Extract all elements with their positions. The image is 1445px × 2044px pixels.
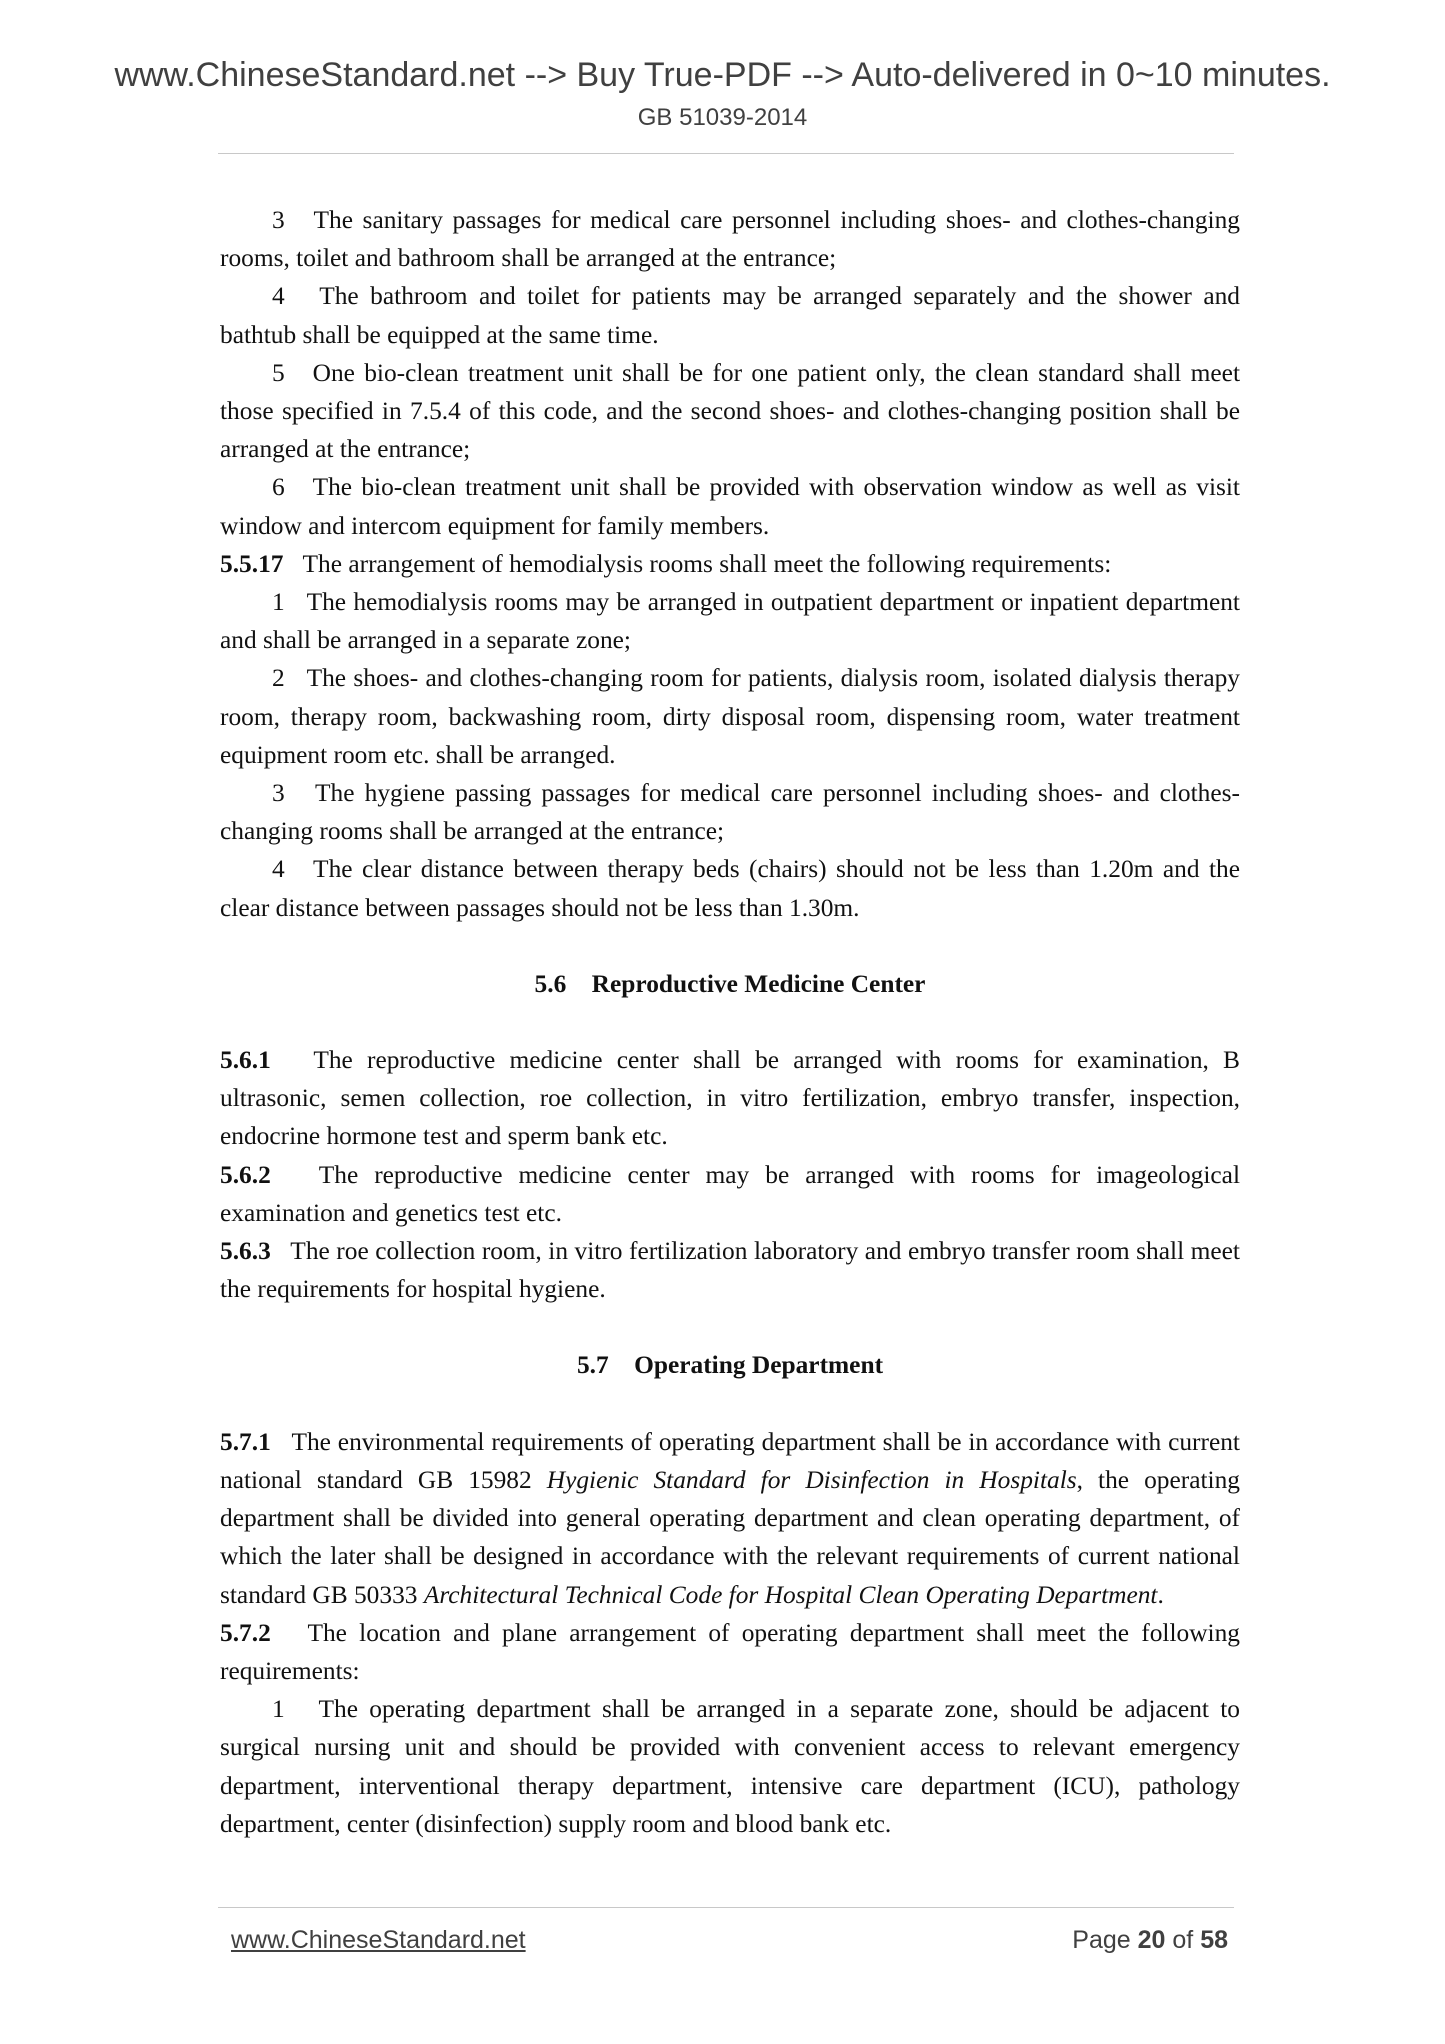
clause-number: 5.6.3 [220,1237,271,1266]
clause-5-7-1 [220,1423,1240,1614]
list-item: 1 The operating department shall be arranged in a separate zone, should be adjacent to surgical nursing unit and should be provided with convenient access to relevant emergency department, interventional therapy department, intensive care department (ICU), pathology department, center (disinfection) supply room and blood bank etc. [220,1695,1240,1838]
clause-number: 5.5.17 [220,549,284,578]
list-item: 3 The sanitary passages for medical care personnel including shoes- and clothes-changing rooms, toilet and bathroom shall be arranged at the entrance; [220,206,1240,273]
clause-text: . [1157,1580,1164,1609]
clause-5-6-1 [220,1041,1240,1156]
clause-text: The environmental requirements of operating department shall be in accordance with current national standard GB 15982 [220,1427,1240,1494]
clause-text: The roe collection room, in vitro fertilization laboratory and embryo transfer room shall meet the requirements for hospital hygiene. [220,1237,1240,1304]
clause-text: The reproductive medicine center shall be arranged with rooms for examination, B ultrasonic, semen collection, roe collection, in vitro fertilization, embryo transfer, inspection, endocrine hormone test and sperm bank etc. [220,1046,1240,1151]
list-item: 4 The clear distance between therapy beds (chairs) should not be less than 1.20m and the clear distance between passages should not be less than 1.30m. [220,855,1240,922]
footer-site-link[interactable]: www.ChineseStandard.net [231,1926,526,1954]
page-of: of [1172,1926,1194,1954]
clause-number: 5.7.1 [220,1427,271,1456]
standard-code: GB 51039-2014 [637,104,808,131]
clause-number: 5.7.2 [220,1618,271,1647]
list-item: 3 The hygiene passing passages for medical care personnel including shoes- and clothes-changing rooms shall be arranged at the entrance; [220,779,1240,846]
page-number [1072,1926,1228,1955]
list-item: 5 One bio-clean treatment unit shall be for one patient only, the clean standard shall meet those specified in 7.5.4 of this code, and the second shoes- and clothes-changing position shall be arranged at the entrance; [220,358,1240,464]
page-current: 20 [1137,1926,1166,1954]
document-body [220,201,1240,1843]
clause-text: The location and plane arrangement of operating department shall meet the following requirements: [220,1618,1240,1685]
standard-title: Hygienic Standard for Disinfection in Hospitals [546,1465,1077,1494]
page-label: Page [1072,1926,1131,1954]
footer-divider [218,1907,1234,1908]
clause-text: The reproductive medicine center may be arranged with rooms for imageological examination and genetics test etc. [220,1160,1240,1227]
header-banner: www.ChineseStandard.net --> Buy True-PDF --> Auto-delivered in 0~10 minutes. [114,56,1331,94]
list-item: 2 The shoes- and clothes-changing room for patients, dialysis room, isolated dialysis therapy room, therapy room, backwashing room, dirty disposal room, dispensing room, water treatment equipment room etc. shall be arranged. [220,664,1240,769]
list-item: 1 The hemodialysis rooms may be arranged in outpatient department or inpatient department and shall be arranged in a separate zone; [220,588,1240,655]
section-heading-5-6: 5.6 Reproductive Medicine Center [534,969,926,998]
list-item: 4 The bathroom and toilet for patients may be arranged separately and the shower and bathtub shall be equipped at the same time. [220,282,1240,349]
clause-5-5-17 [220,545,1240,583]
page-total: 58 [1200,1926,1228,1954]
section-heading-5-7: 5.7 Operating Department [576,1351,884,1380]
standard-title: Architectural Technical Code for Hospital Clean Operating Department [423,1580,1158,1609]
clause-5-6-2 [220,1156,1240,1232]
clause-number: 5.6.1 [220,1046,271,1075]
clause-number: 5.6.2 [220,1160,271,1189]
clause-5-6-3 [220,1232,1240,1308]
header-divider [218,153,1234,154]
clause-5-7-2 [220,1614,1240,1690]
clause-text: , the operating department shall be divided into general operating department and clean operating department, of which the later shall be designed in accordance with the relevant requirements of current national standard GB 50333 [220,1465,1240,1609]
clause-text: The arrangement of hemodialysis rooms shall meet the following requirements: [283,549,1112,578]
list-item: 6 The bio-clean treatment unit shall be provided with observation window as well as visit window and intercom equipment for family members. [220,473,1240,540]
